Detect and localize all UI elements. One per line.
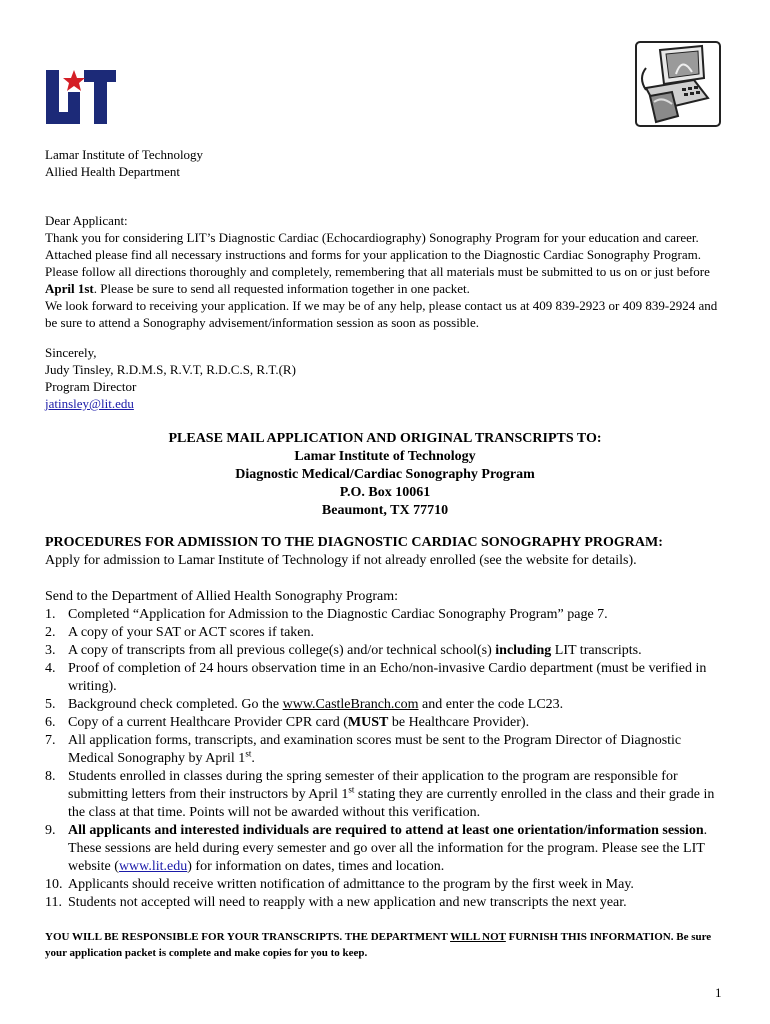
requirements-list-section — [45, 588, 725, 912]
send-to-line: Send to the Department of Allied Health Sonography Program: — [45, 589, 399, 604]
procedures-intro: Apply for admission to Lamar Institute of Technology if not already enrolled (see the website for details). — [45, 553, 637, 568]
mailing-line-1: Lamar Institute of Technology — [294, 449, 476, 464]
list-item: 11. Students not accepted will need to reapply with a new application and new transcripts the next year. — [45, 895, 627, 910]
salutation: Dear Applicant: — [45, 213, 128, 228]
mailing-line-2: Diagnostic Medical/Cardiac Sonography Program — [235, 467, 535, 482]
will-not-underlined: WILL NOT — [450, 931, 506, 943]
transcript-notice: YOU WILL BE RESPONSIBLE FOR YOUR TRANSCRIPTS. THE DEPARTMENT WILL NOT FURNISH THIS INFORMATION. Be sure your application packet is complete and make copies for you to keep. — [45, 931, 712, 959]
procedures-heading: PROCEDURES FOR ADMISSION TO THE DIAGNOSTIC CARDIAC SONOGRAPHY PROGRAM: — [45, 535, 663, 550]
signer-title: Program Director — [45, 379, 137, 394]
requirements-list — [45, 606, 725, 912]
procedures-section — [45, 534, 725, 570]
list-item: 3. A copy of transcripts from all previous college(s) and/or technical school(s) including LIT transcripts. — [45, 643, 642, 658]
list-item: 9. All applicants and interested individuals are required to attend at least one orientation/information session. These sessions are held during every semester and go over all the information for the program. Please see the LIT website (www.lit.edu) for information on dates, times and location. — [45, 823, 708, 874]
ultrasound-machine-icon — [632, 38, 724, 130]
signer-name: Judy Tinsley, R.D.M.S, R.V.T, R.D.C.S, R.T.(R) — [45, 362, 296, 377]
closing: Sincerely, — [45, 345, 97, 360]
castlebranch-link[interactable]: www.CastleBranch.com — [282, 697, 419, 712]
page-number: 1 — [715, 985, 722, 1000]
letter-paragraph-2: We look forward to receiving your application. If we may be of any help, please contact us at 409 839-2923 or 409 839-2924 and be sure to attend a Sonography advisement/information session as soon as possible. — [45, 298, 718, 330]
list-item: 4. Proof of completion of 24 hours observation time in an Echo/non-invasive Cardio department (must be verified in writing). — [45, 661, 707, 694]
list-item: 10. Applicants should receive written notification of admittance to the program by the first week in May. — [45, 877, 634, 892]
list-item: 2. A copy of your SAT or ACT scores if taken. — [45, 625, 315, 640]
list-item: 1. Completed “Application for Admission to the Diagnostic Cardiac Sonography Program” page 7. — [45, 607, 608, 622]
department-name: Allied Health Department — [45, 164, 181, 179]
lit-logo — [44, 68, 118, 132]
mailing-address — [45, 430, 725, 520]
letter-paragraph-1: Thank you for considering LIT’s Diagnostic Cardiac (Echocardiography) Sonography Program for your education and career. Attached please find all necessary instructions and forms for your application to the Diagnostic Cardiac Sonography Program. Please follow all directions thoroughly and completely, remembering that all materials must be submitted to us on or just before April 1st. Please be sure to send all requested information together in one packet. — [45, 230, 710, 296]
list-item: 8. Students enrolled in classes during the spring semester of their application to the program are responsible for submitting letters from their instructors by April 1st stating they are currently enrolled in the class and their grade in the class at that time. Points will not be awarded without this verification. — [45, 769, 715, 820]
email-link[interactable]: jatinsley@lit.edu — [45, 396, 134, 411]
mailing-line-4: Beaumont, TX 77710 — [321, 503, 449, 518]
list-item: 6. Copy of a current Healthcare Provider CPR card (MUST be Healthcare Provider). — [45, 715, 530, 730]
letter-body — [45, 212, 725, 331]
signature-block — [45, 344, 725, 412]
list-item: 5. Background check completed. Go the www.CastleBranch.com and enter the code LC23. — [45, 697, 564, 712]
institution-name: Lamar Institute of Technology — [45, 147, 204, 162]
letterhead — [45, 146, 725, 180]
mailing-heading: PLEASE MAIL APPLICATION AND ORIGINAL TRANSCRIPTS TO: — [168, 431, 602, 446]
mailing-line-3: P.O. Box 10061 — [339, 485, 431, 500]
deadline-bold: April 1st — [45, 281, 94, 296]
lit-website-link[interactable]: www.lit.edu — [118, 859, 188, 874]
list-item: 7. All application forms, transcripts, and examination scores must be sent to the Program Director of Diagnostic Medical Sonography by April 1st. — [45, 733, 682, 766]
